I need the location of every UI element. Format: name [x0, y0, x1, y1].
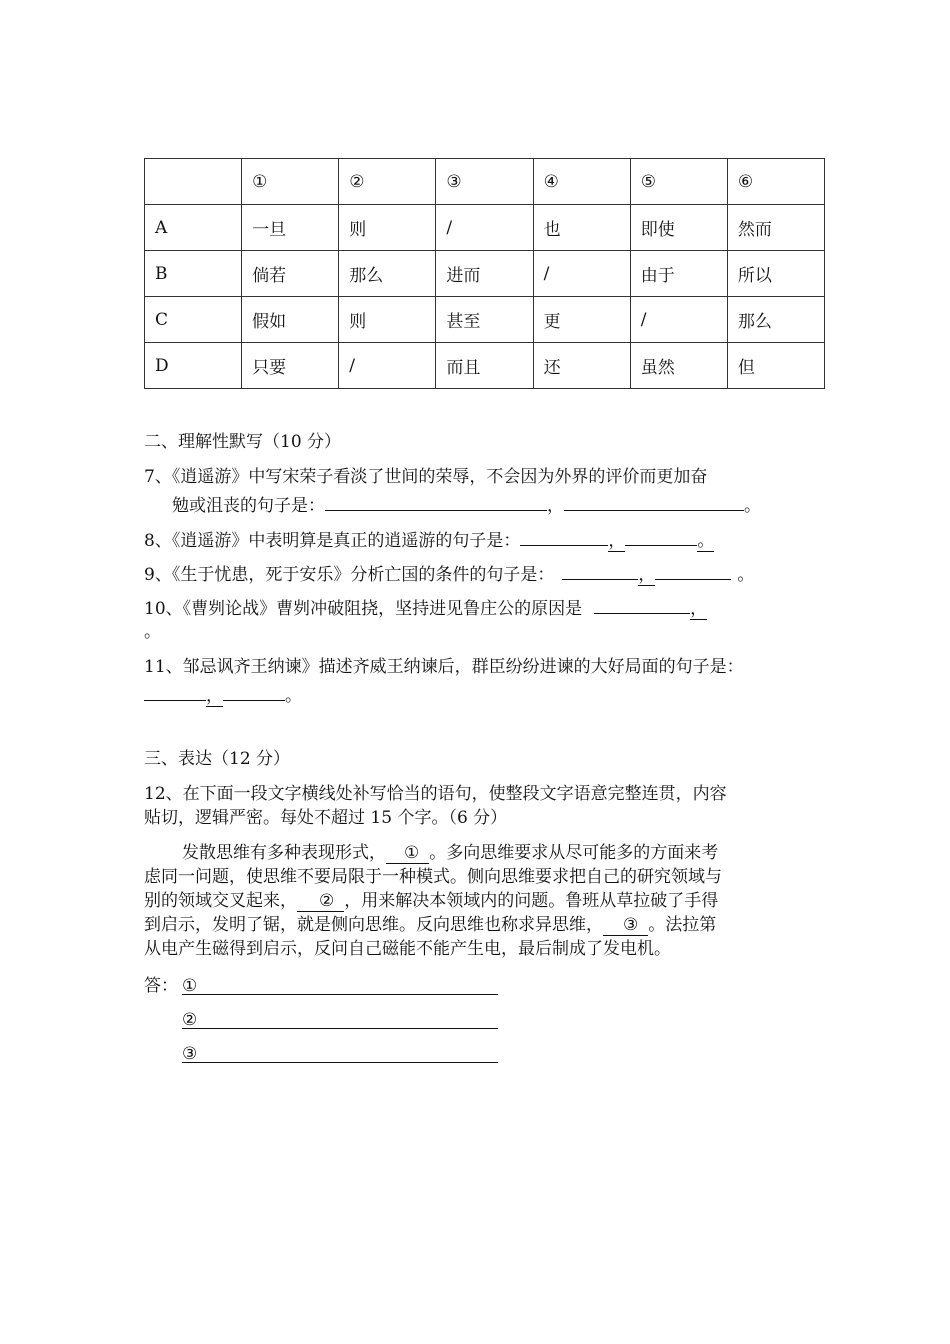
table-cell: 由于 [630, 251, 727, 297]
q8-blank-2[interactable] [625, 527, 697, 546]
table-row [145, 297, 825, 343]
answer-label: 答： [144, 976, 178, 996]
table-cell: 一旦 [242, 205, 339, 251]
table-cell: C [145, 297, 242, 343]
table-cell: ⑤ [630, 159, 727, 205]
q10-comma: ， [690, 599, 708, 619]
q8-line [144, 527, 714, 553]
q11-period: 。 [285, 686, 302, 706]
table-cell [145, 159, 242, 205]
q12-line1: 12、在下面一段文字横线处补写恰当的语句，使整段文字语意完整连贯，内容 [144, 784, 727, 804]
passage-line4 [144, 913, 716, 937]
q9-blank-2[interactable] [655, 561, 731, 580]
answer-3-line[interactable] [182, 1062, 498, 1063]
q10-period: 。 [144, 622, 161, 642]
section3-title: 三、表达（12 分） [144, 749, 291, 769]
table-cell: ① [242, 159, 339, 205]
table-row [145, 205, 825, 251]
passage-text: 发散思维有多种表现形式， [182, 843, 386, 863]
table-cell: 倘若 [242, 251, 339, 297]
options-table [144, 158, 825, 389]
table-cell: A [145, 205, 242, 251]
q11-line2 [144, 682, 302, 708]
passage-text: 到启示，发明了锯，就是侧向思维。反向思维也称求异思维， [144, 915, 603, 935]
table-cell: 即使 [630, 205, 727, 251]
table-cell: / [533, 251, 630, 297]
q8-prompt: 8、《逍遥游》中表明算是真正的逍遥游的句子是： [144, 531, 521, 551]
table-cell: 假如 [242, 297, 339, 343]
table-cell: 那么 [727, 297, 824, 343]
passage-blank-2[interactable]: ② [297, 891, 344, 912]
table-cell: 然而 [727, 205, 824, 251]
table-cell: 更 [533, 297, 630, 343]
q9-period: 。 [737, 565, 755, 585]
table-row [145, 343, 825, 389]
table-cell: 所以 [727, 251, 824, 297]
q7-period: 。 [744, 496, 761, 516]
q11-comma: ， [206, 686, 223, 706]
q9-line [144, 561, 754, 587]
q7-comma: ， [547, 496, 564, 516]
table-cell: / [339, 343, 436, 389]
answer-2-line[interactable] [182, 1028, 498, 1029]
table-cell: ④ [533, 159, 630, 205]
q11-blank-1[interactable] [144, 682, 206, 701]
table-cell: 而且 [436, 343, 533, 389]
q7-blank-1[interactable] [325, 492, 547, 511]
table-cell: 还 [533, 343, 630, 389]
passage-line1 [182, 841, 718, 865]
q7-line2 [172, 492, 761, 518]
section2-title: 二、理解性默写（10 分） [144, 432, 342, 452]
table-cell: B [145, 251, 242, 297]
answer-3-label: ③ [182, 1044, 198, 1064]
passage-text: 。多向思维要求从尽可能多的方面来考 [429, 843, 719, 863]
table-cell: 则 [339, 205, 436, 251]
answer-1-label: ① [182, 976, 198, 996]
q9-blank-1[interactable] [562, 561, 638, 580]
answer-2-label: ② [182, 1010, 198, 1030]
passage-line5: 从电产生磁得到启示，反问自己磁能不能产生电，最后制成了发电机。 [144, 939, 671, 959]
table-row [145, 251, 825, 297]
table-cell: 也 [533, 205, 630, 251]
table-cell: 则 [339, 297, 436, 343]
q7-prompt: 勉或沮丧的句子是： [172, 496, 325, 516]
q11-line1: 11、邹忌讽齐王纳谏》描述齐威王纳谏后，群臣纷纷进谏的大好局面的句子是： [144, 657, 744, 677]
q11-blank-2[interactable] [223, 682, 285, 701]
passage-text: 别的领域交叉起来， [144, 891, 297, 911]
q9-comma: ， [638, 565, 656, 585]
passage-text: 。法拉第 [648, 915, 717, 935]
table-cell: 进而 [436, 251, 533, 297]
table-header-row [145, 159, 825, 205]
table-cell: 只要 [242, 343, 339, 389]
table-cell: ⑥ [727, 159, 824, 205]
answer-1-line[interactable] [182, 994, 498, 995]
table-cell: 但 [727, 343, 824, 389]
q8-blank-1[interactable] [520, 527, 608, 546]
q7-line1: 7、《逍遥游》中写宋荣子看淡了世间的荣辱，不会因为外界的评价而更加奋 [144, 467, 708, 487]
q12-line2: 贴切，逻辑严密。每处不超过 15 个字。（6 分） [144, 808, 508, 828]
q8-period: 。 [697, 531, 715, 551]
passage-line3 [144, 889, 718, 913]
passage-text: ，用来解决本领域内的问题。鲁班从草拉破了手得 [344, 891, 719, 911]
table-cell: 那么 [339, 251, 436, 297]
table-cell: / [630, 297, 727, 343]
q8-comma: ， [608, 531, 626, 551]
q9-prompt: 9、《生于忧患，死于安乐》分析亡国的条件的句子是： [144, 565, 555, 585]
table-cell: D [145, 343, 242, 389]
passage-blank-1[interactable]: ① [386, 843, 429, 864]
table-cell: 甚至 [436, 297, 533, 343]
q10-prompt: 10、《曹刿论战》曹刿冲破阻挠，坚持进见鲁庄公的原因是 [144, 599, 583, 619]
passage-blank-3[interactable]: ③ [603, 915, 648, 936]
q10-line [144, 595, 707, 621]
table-cell: / [436, 205, 533, 251]
table-cell: 虽然 [630, 343, 727, 389]
passage-line2: 虑同一问题，使思维不要局限于一种模式。侧向思维要求把自己的研究领域与 [144, 867, 722, 887]
table-cell: ② [339, 159, 436, 205]
q10-blank-1[interactable] [594, 595, 690, 614]
q7-blank-2[interactable] [564, 492, 744, 511]
table-cell: ③ [436, 159, 533, 205]
